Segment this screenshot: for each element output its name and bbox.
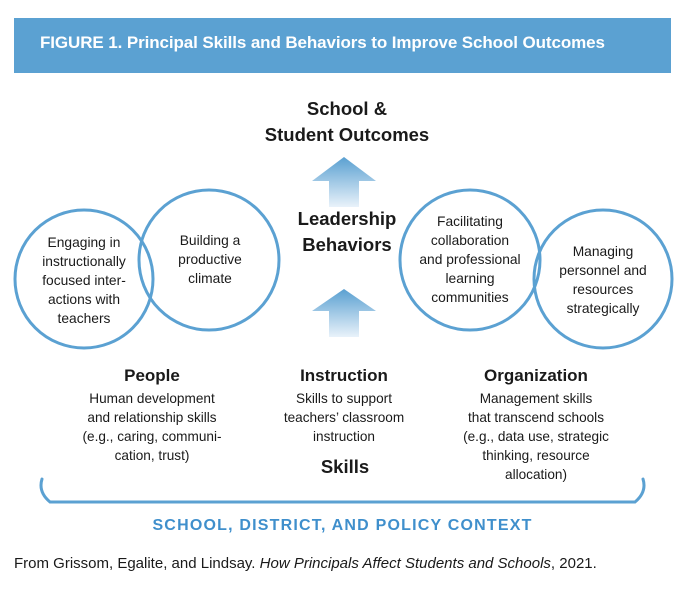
instruction-line: Skills to support bbox=[296, 391, 392, 406]
up-arrow-icon bbox=[312, 157, 376, 207]
instruction-title: Instruction bbox=[300, 366, 388, 385]
facilitating-line: and professional bbox=[419, 252, 521, 267]
skills-label: Skills bbox=[320, 456, 370, 477]
managing-line: resources bbox=[572, 282, 634, 297]
engaging-text bbox=[28, 233, 140, 328]
organization-line: that transcend schools bbox=[467, 410, 605, 425]
context-label: SCHOOL, DISTRICT, AND POLICY CONTEXT bbox=[152, 517, 533, 534]
leadership-line-1: Leadership bbox=[297, 208, 397, 229]
managing-line: strategically bbox=[566, 301, 640, 316]
outcomes-label bbox=[222, 96, 472, 148]
people-line: and relationship skills bbox=[87, 410, 217, 425]
engaging-line: instructionally bbox=[42, 254, 126, 269]
source-prefix: From Grissom, Egalite, and Lindsay. bbox=[14, 555, 260, 572]
people-line: Human development bbox=[89, 391, 215, 406]
instruction-line: teachers’ classroom bbox=[283, 410, 405, 425]
engaging-line: Engaging in bbox=[47, 235, 121, 250]
people-line: cation, trust) bbox=[114, 448, 190, 463]
facilitating-line: communities bbox=[431, 290, 509, 305]
managing-line: Managing bbox=[572, 244, 634, 259]
organization-line: Management skills bbox=[479, 391, 593, 406]
source-citation bbox=[14, 555, 597, 572]
managing-line: personnel and bbox=[559, 263, 647, 278]
organization-desc bbox=[436, 389, 636, 484]
organization-line: thinking, resource bbox=[482, 448, 590, 463]
outcomes-line-2: Student Outcomes bbox=[264, 124, 430, 145]
instruction-desc bbox=[254, 389, 434, 446]
facilitating-line: learning bbox=[445, 271, 495, 286]
people-line: (e.g., caring, communi- bbox=[82, 429, 222, 444]
organization-title: Organization bbox=[484, 366, 588, 385]
facilitating-line: Facilitating bbox=[437, 214, 503, 229]
people-title: People bbox=[124, 366, 180, 385]
managing-text bbox=[546, 242, 660, 318]
source-title: How Principals Affect Students and Schools bbox=[259, 555, 551, 572]
outcomes-line-1: School & bbox=[306, 98, 388, 119]
people-desc bbox=[62, 389, 242, 465]
up-arrow-icon bbox=[312, 289, 376, 337]
facilitating-line: collaboration bbox=[430, 233, 510, 248]
climate-line: climate bbox=[188, 271, 232, 286]
instruction-column bbox=[254, 366, 434, 446]
organization-column bbox=[436, 366, 636, 484]
engaging-line: teachers bbox=[57, 311, 111, 326]
climate-line: Building a bbox=[179, 233, 241, 248]
climate-line: productive bbox=[178, 252, 242, 267]
leadership-line-2: Behaviors bbox=[302, 234, 392, 255]
engaging-line: focused inter- bbox=[42, 273, 126, 288]
people-column bbox=[62, 366, 242, 465]
climate-text bbox=[154, 231, 266, 288]
engaging-line: actions with bbox=[47, 292, 121, 307]
organization-line: (e.g., data use, strategic bbox=[463, 429, 609, 444]
organization-line: allocation) bbox=[505, 467, 567, 482]
source-suffix: , 2021. bbox=[550, 555, 597, 572]
instruction-line: instruction bbox=[313, 429, 375, 444]
facilitating-text bbox=[406, 212, 534, 307]
figure-title: FIGURE 1. Principal Skills and Behaviors to Improve School Outcomes bbox=[40, 33, 605, 52]
